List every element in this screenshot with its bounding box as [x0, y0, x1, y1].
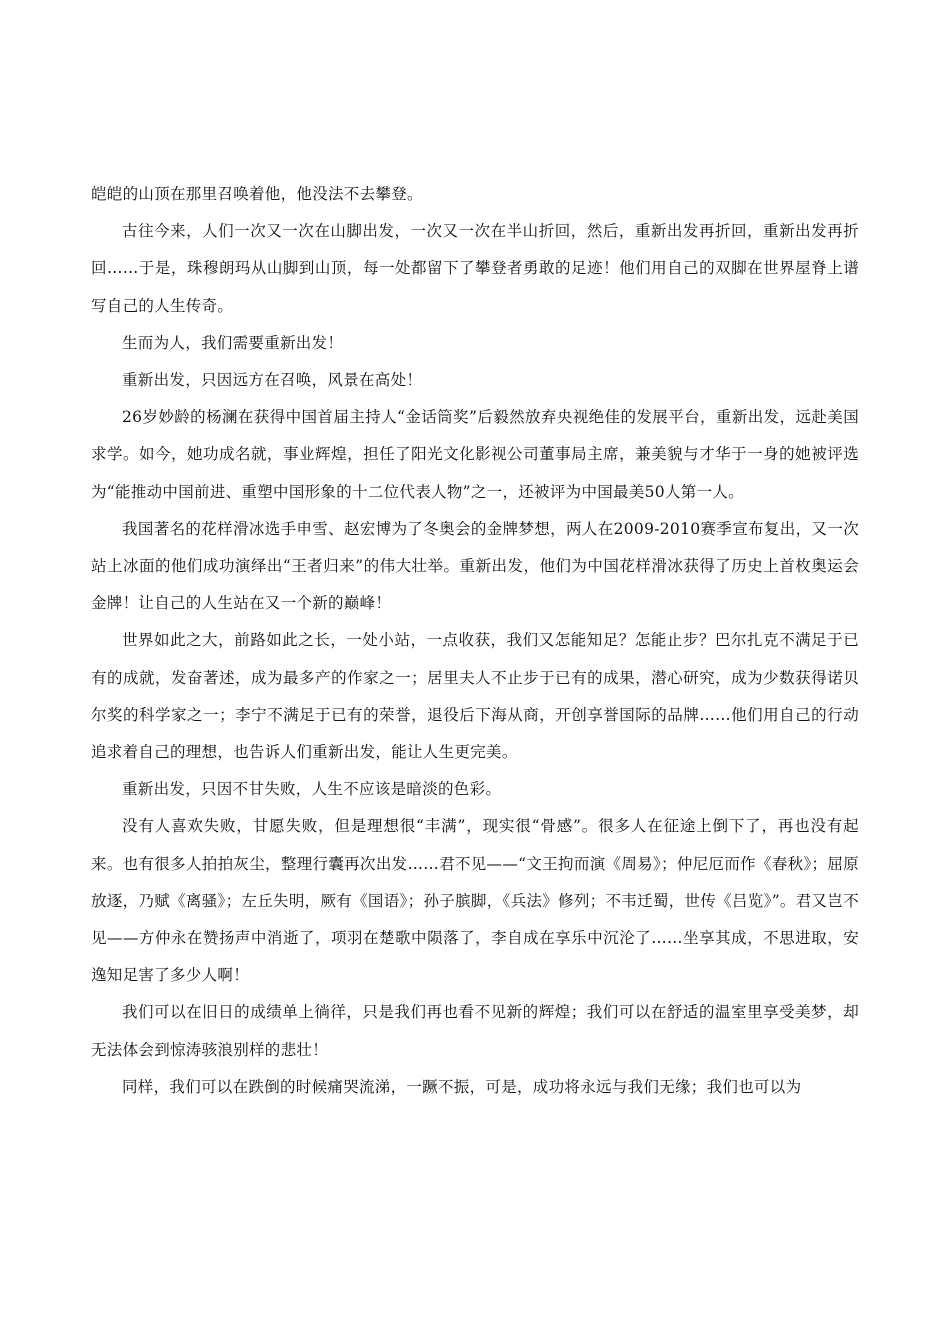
paragraph-11: 同样，我们可以在跌倒的时候痛哭流涕，一蹶不振，可是，成功将永远与我们无缘；我们也可以为: [122, 1077, 802, 1096]
paragraph-6: 我国著名的花样滑冰选手申雪、赵宏博为了冬奥会的金牌梦想，两人在2009-2010赛季宣布复出，又一次站上冰面的他们成功演绎出“王者归来”的伟大壮举。重新出发，他们为中国花样滑冰获得了历史上首枚奥运会金牌！让自己的人生站在又一个新的巅峰！: [91, 519, 859, 613]
essay-body: [91, 176, 859, 1106]
paragraph-3: 生而为人，我们需要重新出发！: [122, 333, 344, 352]
paragraph-7: 世界如此之大，前路如此之长，一处小站，一点收获，我们又怎能知足？怎能止步？巴尔扎克不满足于已有的成就，发奋著述，成为最多产的作家之一；居里夫人不止步于已有的成果，潜心研究，成为少数获得诺贝尔奖的科学家之一；李宁不满足于已有的荣誉，退役后下海从商，开创享誉国际的品牌……他们用自己的行动追求着自己的理想，也告诉人们重新出发，能让人生更完美。: [91, 631, 859, 762]
paragraph-5: 26岁妙龄的杨澜在获得中国首届主持人“金话筒奖”后毅然放弃央视绝佳的发展平台，重新出发，远赴美国求学。如今，她功成名就，事业辉煌，担任了阳光文化影视公司董事局主席，兼美貌与才华于一身的她被评选为“能推动中国前进、重塑中国形象的十二位代表人物”之一，还被评为中国最美50人第一人。: [91, 408, 859, 501]
paragraph-4: 重新出发，只因远方在召唤，风景在高处！: [122, 371, 423, 390]
paragraph-10: 我们可以在旧日的成绩单上徜徉，只是我们再也看不见新的辉煌；我们可以在舒适的温室里享受美梦，却无法体会到惊涛骇浪别样的悲壮！: [91, 1003, 859, 1059]
paragraph-2: 古往今来，人们一次又一次在山脚出发，一次又一次在半山折回，然后，重新出发再折回，重新出发再折回……于是，珠穆朗玛从山脚到山顶，每一处都留下了攀登者勇敢的足迹！他们用自己的双脚在世界屋脊上谱写自己的人生传奇。: [91, 222, 859, 315]
paragraph-8: 重新出发，只因不甘失败，人生不应该是暗淡的色彩。: [122, 780, 502, 799]
paragraph-1: 皑皑的山顶在那里召唤着他，他没法不去攀登。: [91, 185, 423, 203]
paragraph-9: 没有人喜欢失败，甘愿失败，但是理想很“丰满”，现实很“骨感”。很多人在征途上倒下了，再也没有起来。也有很多人拍拍灰尘，整理行囊再次出发……君不见——“文王拘而演《周易》；仲尼厄而作《春秋》；屈原放逐，乃赋《离骚》；左丘失明，厥有《国语》；孙子膑脚，《兵法》修列；不韦迁蜀，世传《吕览》”。君又岂不见——方仲永在赞扬声中消逝了，项羽在楚歌中陨落了，李自成在享乐中沉沦了……坐享其成，不思进取，安逸知足害了多少人啊！: [91, 817, 859, 985]
